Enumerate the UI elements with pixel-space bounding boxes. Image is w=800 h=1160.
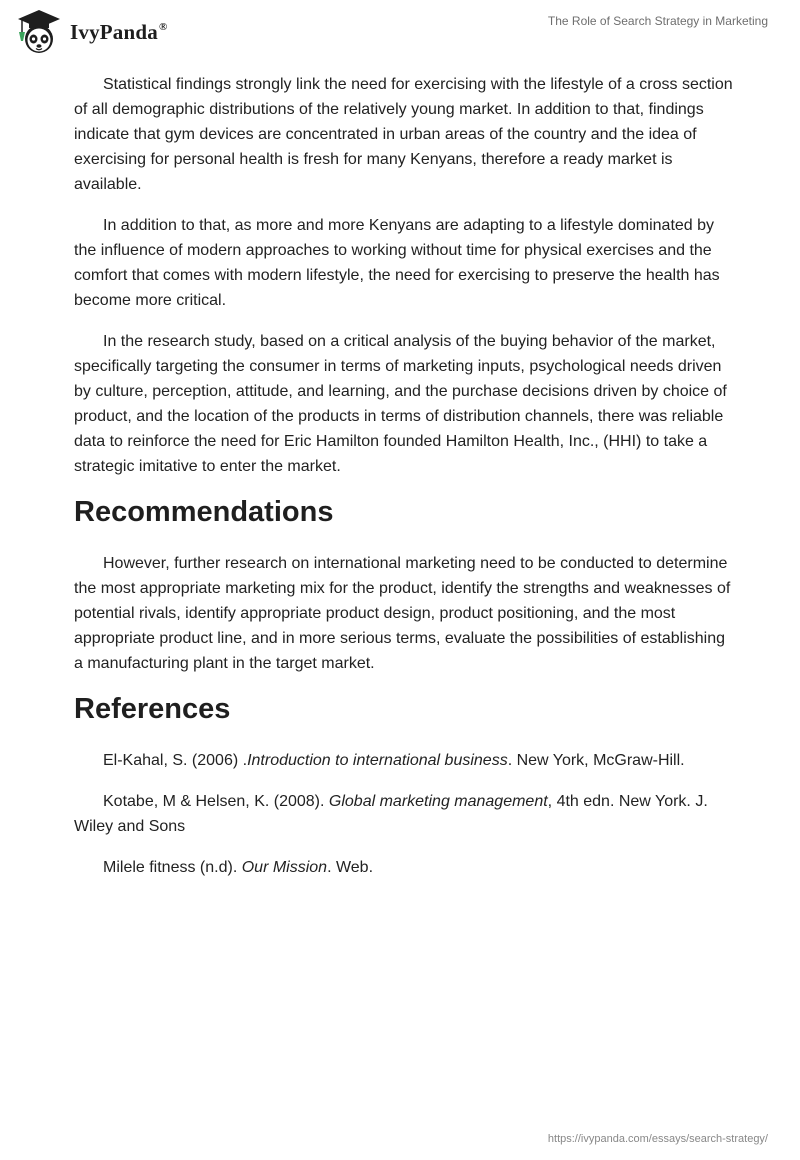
recommendations-paragraph: However, further research on international marketing need to be conducted to determine the most appropriate marketing mix for the product, identify the strengths and weaknesses of potential rivals, identify appropriate product design, product positioning, and the most appropriate product line, and in more serious terms, evaluate the possibilities of establishing a manufacturing plant in the target market. — [74, 555, 731, 672]
registered-mark: ® — [158, 20, 168, 33]
body-paragraph: In the research study, based on a critical analysis of the buying behavior of the market, specifically targeting the consumer in terms of marketing inputs, psychological needs driven by culture, perception, attitude, and learning, and the purchase decisions driven by choice of product, and the location of the products in terms of distribution channels, there was reliable data to reinforce the need for Eric Hamilton founded Hamilton Health, Inc., (HHI) to take a strategic imitative to enter the market. — [74, 333, 727, 475]
document-title: The Role of Search Strategy in Marketing — [547, 14, 768, 28]
reference-item: Kotabe, M & Helsen, K. (2008). Global marketing management, 4th edn. New York. J. Wiley and Sons — [74, 793, 708, 835]
body-paragraph: Statistical findings strongly link the need for exercising with the lifestyle of a cross section of all demographic distributions of the relatively young market. In addition to that, findings indicate that gym devices are concentrated in urban areas of the country and the idea of exercising for personal health is fresh for many Kenyans, therefore a ready market is available. — [74, 76, 733, 193]
brand-name: IvyPanda® — [70, 19, 168, 44]
reference-title: Introduction to international business — [247, 752, 508, 769]
reference-title: Global marketing management — [328, 793, 548, 810]
panda-graduate-icon — [14, 8, 64, 56]
brand-logo[interactable] — [14, 8, 167, 56]
essay-content — [74, 72, 734, 896]
reference-item: El-Kahal, S. (2006) .Introduction to international business. New York, McGraw-Hill. — [103, 752, 685, 769]
references-heading: References — [74, 693, 231, 725]
recommendations-heading: Recommendations — [74, 496, 334, 528]
body-paragraph: In addition to that, as more and more Kenyans are adapting to a lifestyle dominated by the influence of modern approaches to working without time for physical exercises and the comfort that comes with modern lifestyle, the need for exercising to preserve the health has become more critical. — [74, 217, 720, 309]
source-url-link[interactable]: https://ivypanda.com/essays/search-strategy/ — [547, 1133, 768, 1145]
reference-item: Milele fitness (n.d). Our Mission. Web. — [103, 859, 374, 876]
reference-title: Our Mission — [241, 859, 328, 876]
